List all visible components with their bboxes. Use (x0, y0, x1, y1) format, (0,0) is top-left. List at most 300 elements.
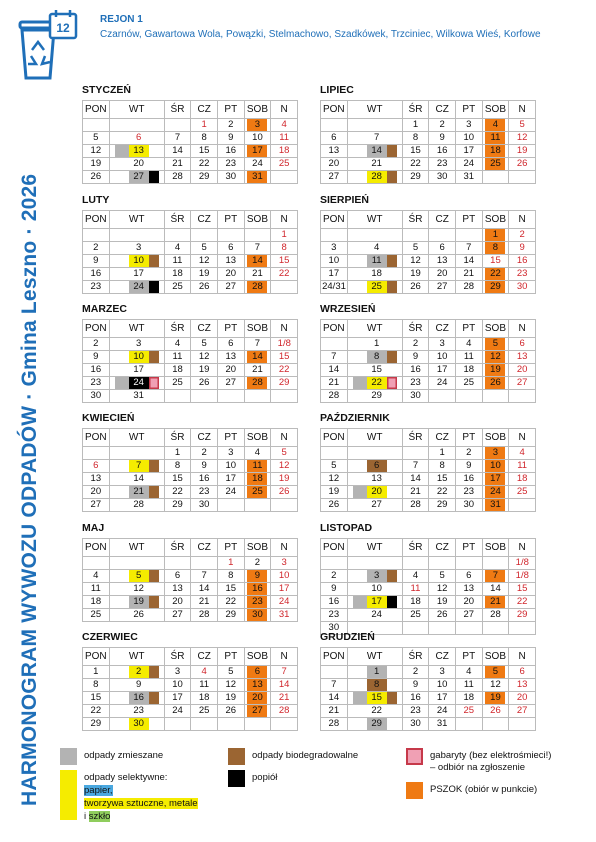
day-number: 17 (463, 145, 475, 156)
day-cell (455, 499, 482, 512)
day-number: 8 (485, 242, 505, 254)
day-cell (347, 132, 402, 145)
day-number: 18 (516, 473, 528, 484)
day-number: 6 (519, 338, 525, 349)
side-swatch-right (149, 171, 159, 183)
day-number: 12 (278, 460, 290, 471)
side-swatch-left (115, 390, 129, 402)
day-number: 7 (254, 338, 261, 349)
day-number: 7 (374, 132, 380, 143)
day-cell (217, 499, 244, 512)
day-number: 2 (254, 557, 261, 568)
day-cell (429, 557, 456, 570)
day-cell (164, 255, 191, 268)
day-cell (509, 351, 536, 364)
day-cell (482, 692, 509, 705)
day-cell (321, 377, 348, 390)
month-table (82, 210, 298, 294)
day-number: 10 (371, 583, 382, 594)
day-number: 17 (367, 596, 387, 608)
day-number: 25 (463, 377, 475, 388)
weekday-header: WT (109, 429, 164, 447)
day-number: 10 (252, 132, 263, 143)
day-cell (455, 268, 482, 281)
week-row (83, 171, 298, 184)
day-number: 29 (485, 281, 505, 293)
day-number: 4 (174, 242, 181, 253)
day-number: 13 (371, 473, 382, 484)
side-swatch-right (387, 242, 397, 254)
day-number: 2 (93, 242, 99, 253)
legend-selective-title: odpady selektywne: (84, 772, 168, 783)
week-row (83, 229, 298, 242)
month-block (320, 194, 536, 294)
day-number: 19 (436, 596, 448, 607)
side-swatch-right (387, 692, 397, 704)
day-number: 15 (490, 255, 501, 266)
weekday-header: N (271, 539, 298, 557)
weekday-header: SOB (244, 539, 271, 557)
weekday-header: ŚR (402, 211, 429, 229)
day-number: 3 (439, 338, 445, 349)
month-name: GRUDZIEŃ (320, 631, 375, 643)
day-number: 26 (133, 609, 144, 620)
day-cell (271, 679, 298, 692)
day-cell (347, 486, 402, 499)
side-swatch-left (353, 145, 367, 157)
day-number: 20 (172, 596, 183, 607)
day-number: 6 (439, 242, 445, 253)
day-number: 29 (367, 718, 387, 730)
day-cell (164, 692, 191, 705)
week-row (83, 666, 298, 679)
month-name: MARZEC (82, 303, 127, 315)
day-cell (429, 718, 456, 731)
week-row (83, 364, 298, 377)
day-cell (164, 364, 191, 377)
day-cell (244, 255, 271, 268)
day-number: 11 (247, 460, 267, 472)
day-number: 18 (247, 473, 267, 485)
side-swatch-left (115, 145, 129, 157)
day-cell (191, 119, 218, 132)
day-cell (429, 364, 456, 377)
day-cell (321, 692, 348, 705)
side-swatch-left (353, 679, 367, 691)
side-swatch-right (149, 666, 159, 678)
legend-selective-glass: i szkło (84, 811, 111, 822)
day-number: 15 (90, 692, 102, 703)
day-cell (83, 268, 110, 281)
weekday-header: PT (455, 101, 482, 119)
side-swatch-left (353, 499, 367, 511)
day-number: 20 (516, 364, 528, 375)
day-cell (109, 132, 164, 145)
weekday-header: CZ (191, 101, 218, 119)
side-swatch-left (115, 351, 129, 363)
weekday-header: SOB (244, 648, 271, 666)
day-cell (217, 242, 244, 255)
day-cell (402, 242, 429, 255)
month-name: KWIECIEŃ (82, 412, 135, 424)
day-cell (271, 171, 298, 184)
day-cell (109, 679, 164, 692)
day-cell (402, 460, 429, 473)
side-swatch-left (115, 377, 129, 389)
week-row (321, 486, 536, 499)
day-number: 1/8 (515, 557, 529, 568)
day-cell (83, 145, 110, 158)
weekday-header: WT (109, 539, 164, 557)
side-swatch-right (149, 351, 159, 363)
month-name: MAJ (82, 522, 105, 534)
day-cell (321, 666, 348, 679)
day-cell (271, 460, 298, 473)
day-number: 3 (247, 119, 267, 131)
day-cell (482, 557, 509, 570)
day-cell (217, 171, 244, 184)
day-number: 20 (247, 692, 267, 704)
day-number: 16 (247, 583, 267, 595)
day-cell (191, 268, 218, 281)
day-cell (217, 705, 244, 718)
day-number: 15 (367, 692, 387, 704)
side-swatch-left (115, 242, 129, 254)
day-number: 18 (463, 364, 475, 375)
day-number: 25 (198, 705, 210, 716)
day-number: 12 (516, 132, 528, 143)
day-cell (347, 242, 402, 255)
day-number: 17 (133, 364, 144, 375)
day-cell (191, 473, 218, 486)
day-cell (321, 171, 348, 184)
day-number: 30 (247, 609, 267, 621)
day-number: 15 (278, 351, 290, 362)
day-cell (83, 242, 110, 255)
day-cell (109, 268, 164, 281)
day-cell (109, 281, 164, 294)
day-number: 28 (198, 609, 210, 620)
day-cell (347, 119, 402, 132)
day-cell (429, 377, 456, 390)
weekday-header: PT (455, 539, 482, 557)
month-name: LUTY (82, 194, 110, 206)
day-cell (429, 281, 456, 294)
side-swatch-right (387, 596, 397, 608)
day-number: 1 (485, 229, 505, 241)
day-number: 3 (439, 666, 445, 677)
day-cell (455, 718, 482, 731)
day-number: 6 (136, 132, 142, 143)
month-block (82, 522, 298, 622)
day-number: 25 (410, 609, 421, 620)
day-cell (244, 229, 271, 242)
week-row (83, 255, 298, 268)
day-cell (321, 281, 348, 294)
day-cell (217, 390, 244, 403)
day-number: 11 (199, 679, 210, 690)
day-cell (244, 390, 271, 403)
day-number: 13 (225, 255, 237, 266)
day-cell (164, 158, 191, 171)
day-number: 20 (225, 268, 237, 279)
day-cell (217, 132, 244, 145)
side-swatch-right (387, 486, 397, 498)
day-cell (244, 268, 271, 281)
region-places: Czarnów, Gawartowa Wola, Powązki, Stelmachowo, Szadkówek, Trzciniec, Wilkowa Wieś, Korfowe (100, 29, 541, 40)
day-number: 22 (436, 486, 448, 497)
day-cell (191, 132, 218, 145)
day-cell (402, 390, 429, 403)
week-row (83, 609, 298, 622)
day-number: 24 (225, 486, 237, 497)
weekday-header: CZ (429, 648, 456, 666)
day-cell (164, 229, 191, 242)
day-number: 19 (198, 268, 210, 279)
month-name: LIPIEC (320, 84, 354, 96)
day-cell (509, 473, 536, 486)
day-cell (244, 132, 271, 145)
day-number: 10 (278, 570, 290, 581)
month-table (82, 100, 298, 184)
day-cell (347, 692, 402, 705)
day-number: 14 (367, 145, 387, 157)
day-number: 27 (225, 377, 237, 388)
week-row (321, 666, 536, 679)
day-cell (109, 377, 164, 390)
day-cell (191, 145, 218, 158)
day-number: 30 (90, 390, 102, 401)
day-number: 30 (463, 499, 475, 510)
side-swatch-right (387, 609, 397, 621)
weekday-header: SOB (482, 429, 509, 447)
day-number: 6 (247, 666, 267, 678)
day-cell (191, 705, 218, 718)
day-cell (191, 377, 218, 390)
day-number: 13 (436, 255, 448, 266)
day-number: 24 (252, 158, 263, 169)
day-cell (244, 679, 271, 692)
day-cell (402, 447, 429, 460)
day-number: 22 (410, 158, 421, 169)
day-number: 15 (371, 364, 382, 375)
day-cell (109, 338, 164, 351)
day-number: 1 (228, 557, 234, 568)
day-cell (217, 338, 244, 351)
day-number: 10 (129, 255, 149, 267)
day-cell (109, 557, 164, 570)
day-cell (109, 705, 164, 718)
day-number: 23 (90, 281, 102, 292)
day-number: 29 (436, 499, 448, 510)
day-cell (83, 718, 110, 731)
day-cell (482, 609, 509, 622)
day-number: 28 (410, 499, 421, 510)
day-cell (482, 132, 509, 145)
day-number: 14 (490, 583, 501, 594)
day-cell (83, 158, 110, 171)
weekday-header: ŚR (164, 101, 191, 119)
week-row (83, 145, 298, 158)
day-number: 16 (225, 145, 237, 156)
day-cell (164, 718, 191, 731)
day-cell (191, 255, 218, 268)
day-cell (164, 499, 191, 512)
day-cell (455, 390, 482, 403)
day-cell (321, 609, 348, 622)
day-number: 10 (172, 679, 183, 690)
day-cell (455, 351, 482, 364)
side-swatch-left (115, 268, 129, 280)
day-number: 14 (247, 351, 267, 363)
day-cell (402, 486, 429, 499)
month-name: STYCZEŃ (82, 84, 132, 96)
day-cell (429, 460, 456, 473)
day-number: 8 (174, 460, 181, 471)
day-number: 28 (247, 377, 267, 389)
week-row (321, 460, 536, 473)
side-swatch-right (149, 255, 159, 267)
side-swatch-right (387, 583, 397, 595)
day-number: 25 (172, 377, 183, 388)
week-row (321, 609, 536, 622)
day-number: 11 (517, 460, 528, 471)
day-number: 2 (331, 570, 337, 581)
day-cell (482, 158, 509, 171)
day-number: 25 (367, 281, 387, 293)
side-swatch-left (115, 364, 129, 376)
day-number: 19 (90, 158, 102, 169)
week-row (321, 268, 536, 281)
weekday-header: SOB (482, 101, 509, 119)
side-swatch-left (353, 364, 367, 376)
day-number: 1 (412, 119, 419, 130)
day-cell (347, 281, 402, 294)
day-cell (429, 268, 456, 281)
day-cell (429, 583, 456, 596)
weekday-header: WT (347, 539, 402, 557)
weekday-header: SOB (244, 211, 271, 229)
weekday-header: N (271, 211, 298, 229)
day-number: 22 (367, 377, 387, 389)
day-number: 7 (466, 242, 472, 253)
day-cell (271, 242, 298, 255)
day-cell (217, 486, 244, 499)
day-number: 20 (463, 596, 475, 607)
weekday-header: PON (83, 539, 110, 557)
day-cell (271, 718, 298, 731)
day-number: 8 (412, 132, 419, 143)
day-number: 21 (252, 268, 263, 279)
day-cell (109, 390, 164, 403)
day-number: 14 (133, 473, 144, 484)
day-number: 24 (485, 486, 505, 498)
day-number: 9 (201, 460, 207, 471)
day-cell (164, 460, 191, 473)
day-number: 8 (93, 679, 99, 690)
day-cell (217, 692, 244, 705)
weekday-header: PON (83, 101, 110, 119)
week-row (321, 596, 536, 609)
day-cell (244, 692, 271, 705)
day-cell (402, 351, 429, 364)
day-cell (482, 377, 509, 390)
weekday-header: WT (109, 648, 164, 666)
day-cell (164, 486, 191, 499)
day-cell (217, 679, 244, 692)
day-number: 1 (93, 666, 99, 677)
day-number: 1/8 (277, 338, 291, 349)
side-swatch-left (353, 460, 367, 472)
day-number: 25 (90, 609, 102, 620)
day-number: 19 (485, 364, 505, 376)
day-number: 31 (436, 718, 448, 729)
day-number: 2 (519, 229, 525, 240)
day-cell (509, 499, 536, 512)
side-swatch-right (387, 338, 397, 350)
day-cell (455, 364, 482, 377)
day-cell (191, 242, 218, 255)
day-number: 4 (374, 242, 380, 253)
side-swatch-right (387, 377, 397, 389)
side-swatch-right (149, 132, 159, 144)
day-number: 26 (278, 486, 290, 497)
day-number: 19 (328, 486, 340, 497)
day-cell (482, 390, 509, 403)
day-cell (402, 364, 429, 377)
day-number: 13 (247, 679, 267, 691)
week-row (83, 351, 298, 364)
calendar-day-text: 12 (56, 21, 70, 35)
day-cell (191, 158, 218, 171)
week-row (83, 486, 298, 499)
day-cell (271, 158, 298, 171)
day-number: 18 (463, 692, 475, 703)
day-cell (271, 229, 298, 242)
day-cell (191, 460, 218, 473)
day-number: 12 (133, 583, 144, 594)
day-number: 23 (410, 377, 421, 388)
day-number: 23 (328, 609, 340, 620)
day-number: 15 (516, 583, 528, 594)
day-cell (109, 596, 164, 609)
day-number: 5 (281, 447, 287, 458)
day-cell (244, 609, 271, 622)
day-cell (271, 666, 298, 679)
day-cell (244, 171, 271, 184)
day-number: 26 (225, 705, 237, 716)
day-number: 22 (371, 705, 382, 716)
week-row (83, 281, 298, 294)
side-swatch-left (115, 486, 129, 498)
day-cell (509, 281, 536, 294)
day-cell (271, 557, 298, 570)
side-swatch-left (353, 692, 367, 704)
day-number: 18 (371, 268, 382, 279)
day-number: 18 (198, 692, 210, 703)
side-swatch-left (353, 158, 367, 170)
day-cell (321, 473, 348, 486)
day-number: 20 (328, 158, 340, 169)
day-number: 19 (129, 596, 149, 608)
month-name: SIERPIEŃ (320, 194, 370, 206)
day-cell (455, 229, 482, 242)
day-cell (509, 447, 536, 460)
day-cell (509, 486, 536, 499)
side-swatch-right (387, 132, 397, 144)
day-cell (321, 132, 348, 145)
day-number: 13 (90, 473, 102, 484)
